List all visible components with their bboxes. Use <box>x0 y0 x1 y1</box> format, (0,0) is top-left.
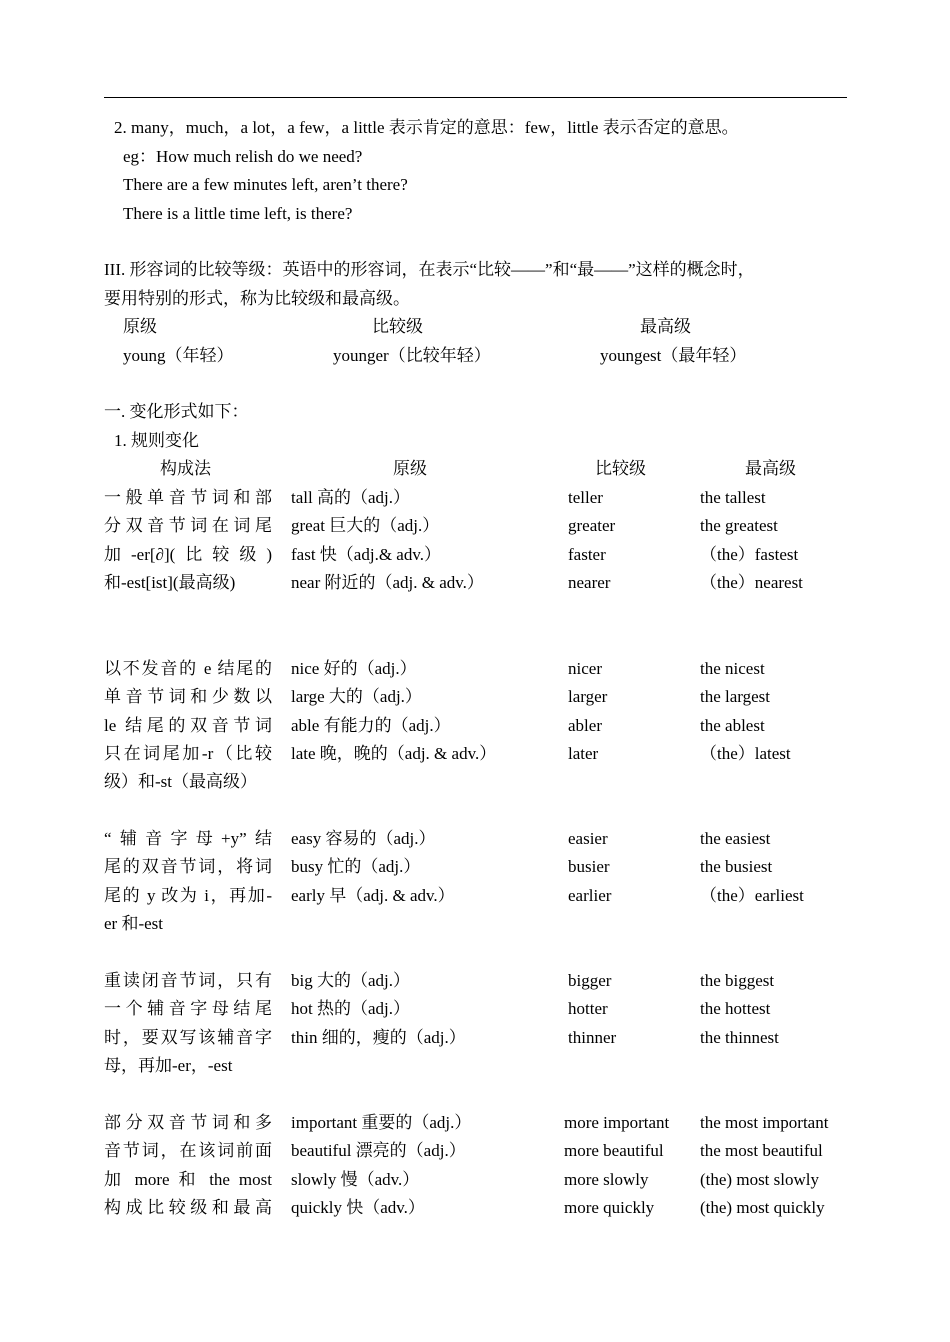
word-superlative: the nicest <box>700 659 765 678</box>
example-superlative: youngest（最年轻） <box>600 346 747 365</box>
word-positive: nice 好的（adj.） <box>291 659 417 678</box>
word-comparative: bigger <box>568 971 612 990</box>
word-superlative: the most beautiful <box>700 1141 823 1161</box>
word-comparative: more slowly <box>564 1169 649 1189</box>
word-positive: able 有能力的（adj.） <box>291 715 451 735</box>
word-comparative: earlier <box>568 885 612 905</box>
word-comparative: faster <box>568 544 606 564</box>
rule-description-line: 以不发音的 e 结尾的 <box>104 659 272 678</box>
section3-line1: III. 形容词的比较等级：英语中的形容词，在表示“比较——”和“最——”这样的概念时， <box>104 260 755 279</box>
rule-description-line: 一般单音节词和部 <box>104 488 272 507</box>
rule-description-line: 加 more 和 the most <box>104 1169 272 1189</box>
rule-description-line: 母，再加-er，-est <box>104 1055 233 1075</box>
rule-description-line: 一个辅音字母结尾 <box>104 999 272 1019</box>
word-superlative: the thinnest <box>700 1027 779 1047</box>
word-positive: large 大的（adj.） <box>291 687 422 707</box>
change-title: 一. 变化形式如下： <box>104 402 249 421</box>
word-positive: important 重要的（adj.） <box>291 1113 472 1132</box>
word-positive: beautiful 漂亮的（adj.） <box>291 1141 466 1161</box>
rule-description-line: 部分双音节词和多 <box>104 1113 272 1132</box>
rule-description-line: 重读闭音节词，只有 <box>104 971 272 990</box>
rule-description-line: 尾的双音节词，将词 <box>104 857 272 877</box>
word-comparative: busier <box>568 857 610 877</box>
word-superlative: （the）nearest <box>700 572 803 592</box>
col-header-method: 构成法 <box>160 459 211 478</box>
example-positive: young（年轻） <box>123 346 234 365</box>
rule-description-line: 单音节词和少数以 <box>104 687 272 707</box>
rule-description-line: le 结尾的双音节词 <box>104 715 272 735</box>
rule-description-line: 时，要双写该辅音字 <box>104 1027 272 1047</box>
rule-description-line: 只在词尾加-r（比较 <box>104 743 272 763</box>
word-superlative: the largest <box>700 687 771 707</box>
word-comparative: nearer <box>568 572 611 592</box>
col-header-comparative: 比较级 <box>595 459 646 478</box>
word-superlative: (the) most slowly <box>700 1169 819 1189</box>
word-comparative: later <box>568 743 599 763</box>
word-superlative: the busiest <box>700 857 773 877</box>
word-comparative: more important <box>564 1113 670 1132</box>
word-positive: fast 快（adj.& adv.） <box>291 544 441 564</box>
word-superlative: the tallest <box>700 488 766 507</box>
word-positive: easy 容易的（adj.） <box>291 829 436 848</box>
header-comparative: 比较级 <box>372 317 423 336</box>
word-comparative: thinner <box>568 1027 617 1047</box>
change-subtitle: 1. 规则变化 <box>114 431 199 450</box>
word-superlative: （the）latest <box>700 743 791 763</box>
word-positive: tall 高的（adj.） <box>291 488 410 507</box>
word-comparative: nicer <box>568 659 602 678</box>
word-comparative: hotter <box>568 999 608 1019</box>
rule-description-line: 级）和-st（最高级） <box>104 772 257 792</box>
word-positive: early 早（adj. & adv.） <box>291 885 455 905</box>
word-positive: late 晚，晚的（adj. & adv.） <box>291 743 497 763</box>
word-positive: slowly 慢（adv.） <box>291 1169 420 1189</box>
word-positive: busy 忙的（adj.） <box>291 857 421 877</box>
word-superlative: （the）earliest <box>700 885 804 905</box>
header-superlative: 最高级 <box>640 317 691 336</box>
word-superlative: the easiest <box>700 829 771 848</box>
rule-description-line: 构成比较级和最高 <box>104 1197 272 1217</box>
word-superlative: the biggest <box>700 971 775 990</box>
word-comparative: more beautiful <box>564 1141 664 1161</box>
rule-description-line: 音节词，在该词前面 <box>104 1141 272 1161</box>
word-comparative: easier <box>568 829 608 848</box>
section2-line3: There are a few minutes left, aren’t there? <box>123 175 408 194</box>
col-header-positive: 原级 <box>393 459 427 478</box>
word-superlative: the hottest <box>700 999 771 1019</box>
header-positive: 原级 <box>123 317 157 336</box>
word-comparative: greater <box>568 516 616 536</box>
word-superlative: the most important <box>700 1113 829 1132</box>
word-superlative: （the）fastest <box>700 544 799 564</box>
rule-description-line: 尾的 y 改为 i，再加- <box>104 885 272 905</box>
section2-line1: 2. many，much，a lot，a few，a little 表示肯定的意思：few，little 表示否定的意思。 <box>114 118 739 137</box>
word-comparative: teller <box>568 488 603 507</box>
header-rule <box>104 97 847 98</box>
word-positive: big 大的（adj.） <box>291 971 410 990</box>
word-comparative: larger <box>568 687 608 707</box>
word-positive: thin 细的，瘦的（adj.） <box>291 1027 466 1047</box>
rule-description-line: 分双音节词在词尾 <box>104 516 272 536</box>
rule-description-line: er 和-est <box>104 913 164 933</box>
rule-description-line: 和-est[ist](最高级) <box>104 572 236 592</box>
word-comparative: more quickly <box>564 1197 655 1217</box>
word-superlative: the greatest <box>700 516 778 536</box>
word-comparative: abler <box>568 715 602 735</box>
word-positive: near 附近的（adj. & adv.） <box>291 572 484 592</box>
rule-description-line: “辅音字母+y”结 <box>104 829 272 848</box>
word-superlative: the ablest <box>700 715 765 735</box>
word-positive: great 巨大的（adj.） <box>291 516 440 536</box>
section3-line2: 要用特别的形式，称为比较级和最高级。 <box>104 289 410 308</box>
word-superlative: (the) most quickly <box>700 1197 825 1217</box>
word-positive: hot 热的（adj.） <box>291 999 410 1019</box>
rule-description-line: 加-er[∂](比较级) <box>104 544 272 564</box>
section2-example: eg：How much relish do we need? <box>123 147 363 166</box>
example-comparative: younger（比较年轻） <box>333 346 491 365</box>
section2-line4: There is a little time left, is there? <box>123 204 353 223</box>
word-positive: quickly 快（adv.） <box>291 1197 425 1217</box>
col-header-superlative: 最高级 <box>745 459 796 478</box>
